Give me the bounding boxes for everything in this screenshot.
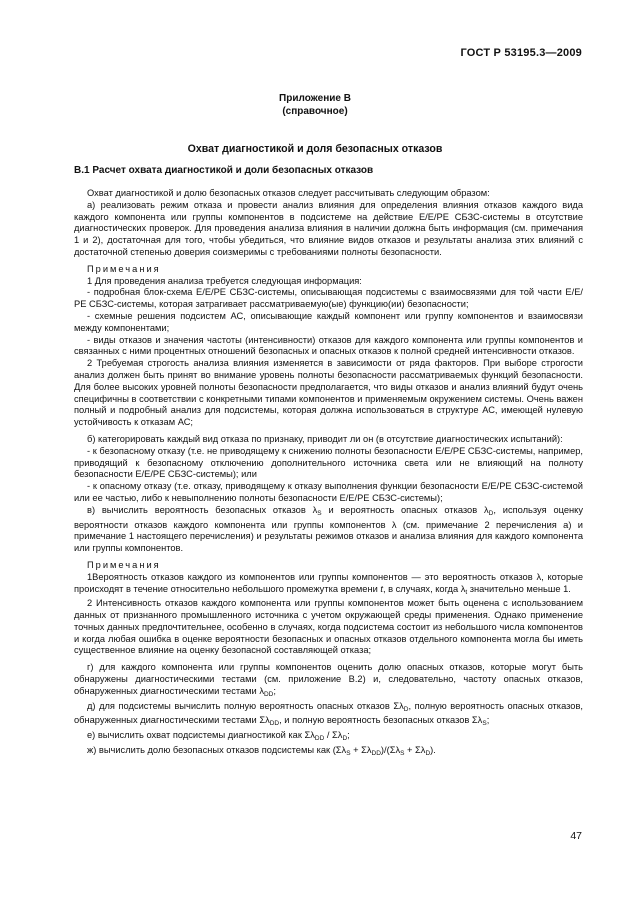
note: 1 Для проведения анализа требуется следующая информация: (87, 275, 362, 286)
notes-label: Примечания (87, 263, 161, 274)
section-title: Охват диагностикой и доля безопасных отказов (187, 143, 443, 155)
note: 1Вероятность отказов каждого из компонентов или группы компонентов — это вероятность отказов λ, которые происходят в течение относительно небольшого промежутка времени t, в случаях, когда $\lambda_t$ значительно меньше 1. (74, 571, 583, 596)
note: 2 Интенсивность отказов каждого компонента или группы компонентов может быть оценена с использованием данных от признанного промышленного источника с учетом окружающей среды применения. Однако применение точных данных предпочтительнее, особенно в случаях, когда подсистема состоит из небольшого числа компонентов и когда любая ошибка в оценке вероятности безопасных и опасных отказов отдельного компонента могла бы иметь существенное влияние на оценку безопасной составляющей отказа; (74, 598, 583, 656)
paragraph: ж) вычислить долю безопасных отказов подсистемы как $(\Sigma\lambda_S + \Sigma\lambda_{DD})/(\Sigma\lambda_S + \Sigma\lambda_D)$. (87, 745, 436, 758)
paragraph: д) для подсистемы вычислить полную вероятность опасных отказов $\Sigma\lambda_D$, полную вероятность опасных отказов, обнаруженных диагностическими тестами $\Sigma\lambda_{DD}$, и полную вероятность безопасных отказов $\Sigma\lambda_S$; (74, 700, 583, 728)
appendix-note: (справочное) (282, 106, 348, 117)
paragraph: в) вычислить вероятность безопасных отказов $\lambda_S$ и вероятность опасных отказов $\lambda_D$, используя оценку вероятности отказов каждого компонента или группы компонентов λ (см. примечание 2 перечисления а) и примечание 1 настоящего перечисления) и результаты режимов отказов и анализа влияния для каждого компонента или группы компонентов. (74, 504, 583, 554)
paragraph: а) реализовать режим отказа и провести анализ влияния для определения влияния отказов каждого вида каждого компонента или группы компонентов в подсистеме на действие Е/Е/РЕ СБЗС-системы в отсутствие диагностических проверок. Для проведения анализа влияния в наличии должна быть информация (см. примечания 1 и 2), достаточная для того, чтобы убедиться, что влияние видов отказов и результаты анализа этих влияний с достаточной степенью доверия соизмеримы с требованиями полноты безопасности. (74, 199, 583, 257)
page-number: 47 (570, 830, 582, 842)
note: - виды отказов и значения частоты (интенсивности) отказов для каждого компонента или группы компонентов и связанных с ними процентных отношений безопасных и опасных отказов к полной средней интенсивности отказов. (74, 334, 583, 357)
subsection-title: В.1 Расчет охвата диагностикой и доли безопасных отказов (74, 165, 374, 176)
paragraph: г) для каждого компонента или группы компонентов оценить долю опасных отказов, которые могут быть обнаружены диагностическими тестами (см. приложение В.2) и, следовательно, частоту опасных отказов, обнаруженных диагностическими тестами $\lambda_{DD}$; (74, 662, 583, 698)
paragraph: - к безопасному отказу (т.е. не приводящему к снижению полноты безопасности Е/Е/РЕ СБЗС-системы, например, приводящий к безопасному отключению дополнительного источника света или не влияющий на полноту безопасности Е/Е/РЕ СБЗС-системы); или (74, 445, 583, 480)
paragraph: Охват диагностикой и долю безопасных отказов следует рассчитывать следующим образом: (87, 188, 490, 198)
note: - подробная блок-схема Е/Е/РЕ СБЗС-системы, описывающая подсистемы с взаимосвязями для той части Е/Е/РЕ СБЗС-системы, которая затрагивает рассматриваемую(ые) функцию(ии) безопасности; (74, 287, 583, 310)
paragraph: е) вычислить охват подсистемы диагностикой как $\Sigma\lambda_{DD} / \Sigma\lambda_D$; (87, 730, 350, 743)
paragraph: - к опасному отказу (т.е. отказу, приводящему к отказу выполнения функции безопасности Е/Е/РЕ СБЗС-системой или ее частью, либо к невыполнению полноты безопасности Е/Е/РЕ СБЗС-системы); (74, 481, 583, 503)
document-body (74, 188, 583, 760)
paragraph: б) категорировать каждый вид отказа по признаку, приводит ли он (в отсутствие диагностических испытаний): (87, 433, 563, 444)
appendix-title: Приложение В (279, 93, 351, 104)
note: - схемные решения подсистем АС, описывающие каждый компонент или группу компонентов и взаимосвязи между компонентами; (74, 310, 583, 333)
document-code: ГОСТ Р 53195.3—2009 (460, 47, 582, 59)
notes-label: Примечания (87, 559, 161, 570)
note: 2 Требуемая строгость анализа влияния изменяется в зависимости от ряда факторов. При выборе строгости анализ должен быть принят во внимание уровень полноты безопасности рассматриваемых функций безопасности. Для более высоких уровней полноты безопасности предполагается, что виды отказов и анализ влияний будут очень специфичны в соответствии с конкретными типами компонентов и применяемым окружением системы. Очень важен полный и подробный анализ для подсистемы, которая должна использоваться в структуре АС, имеющей нулевую устойчивость к отказам АС; (74, 358, 583, 428)
